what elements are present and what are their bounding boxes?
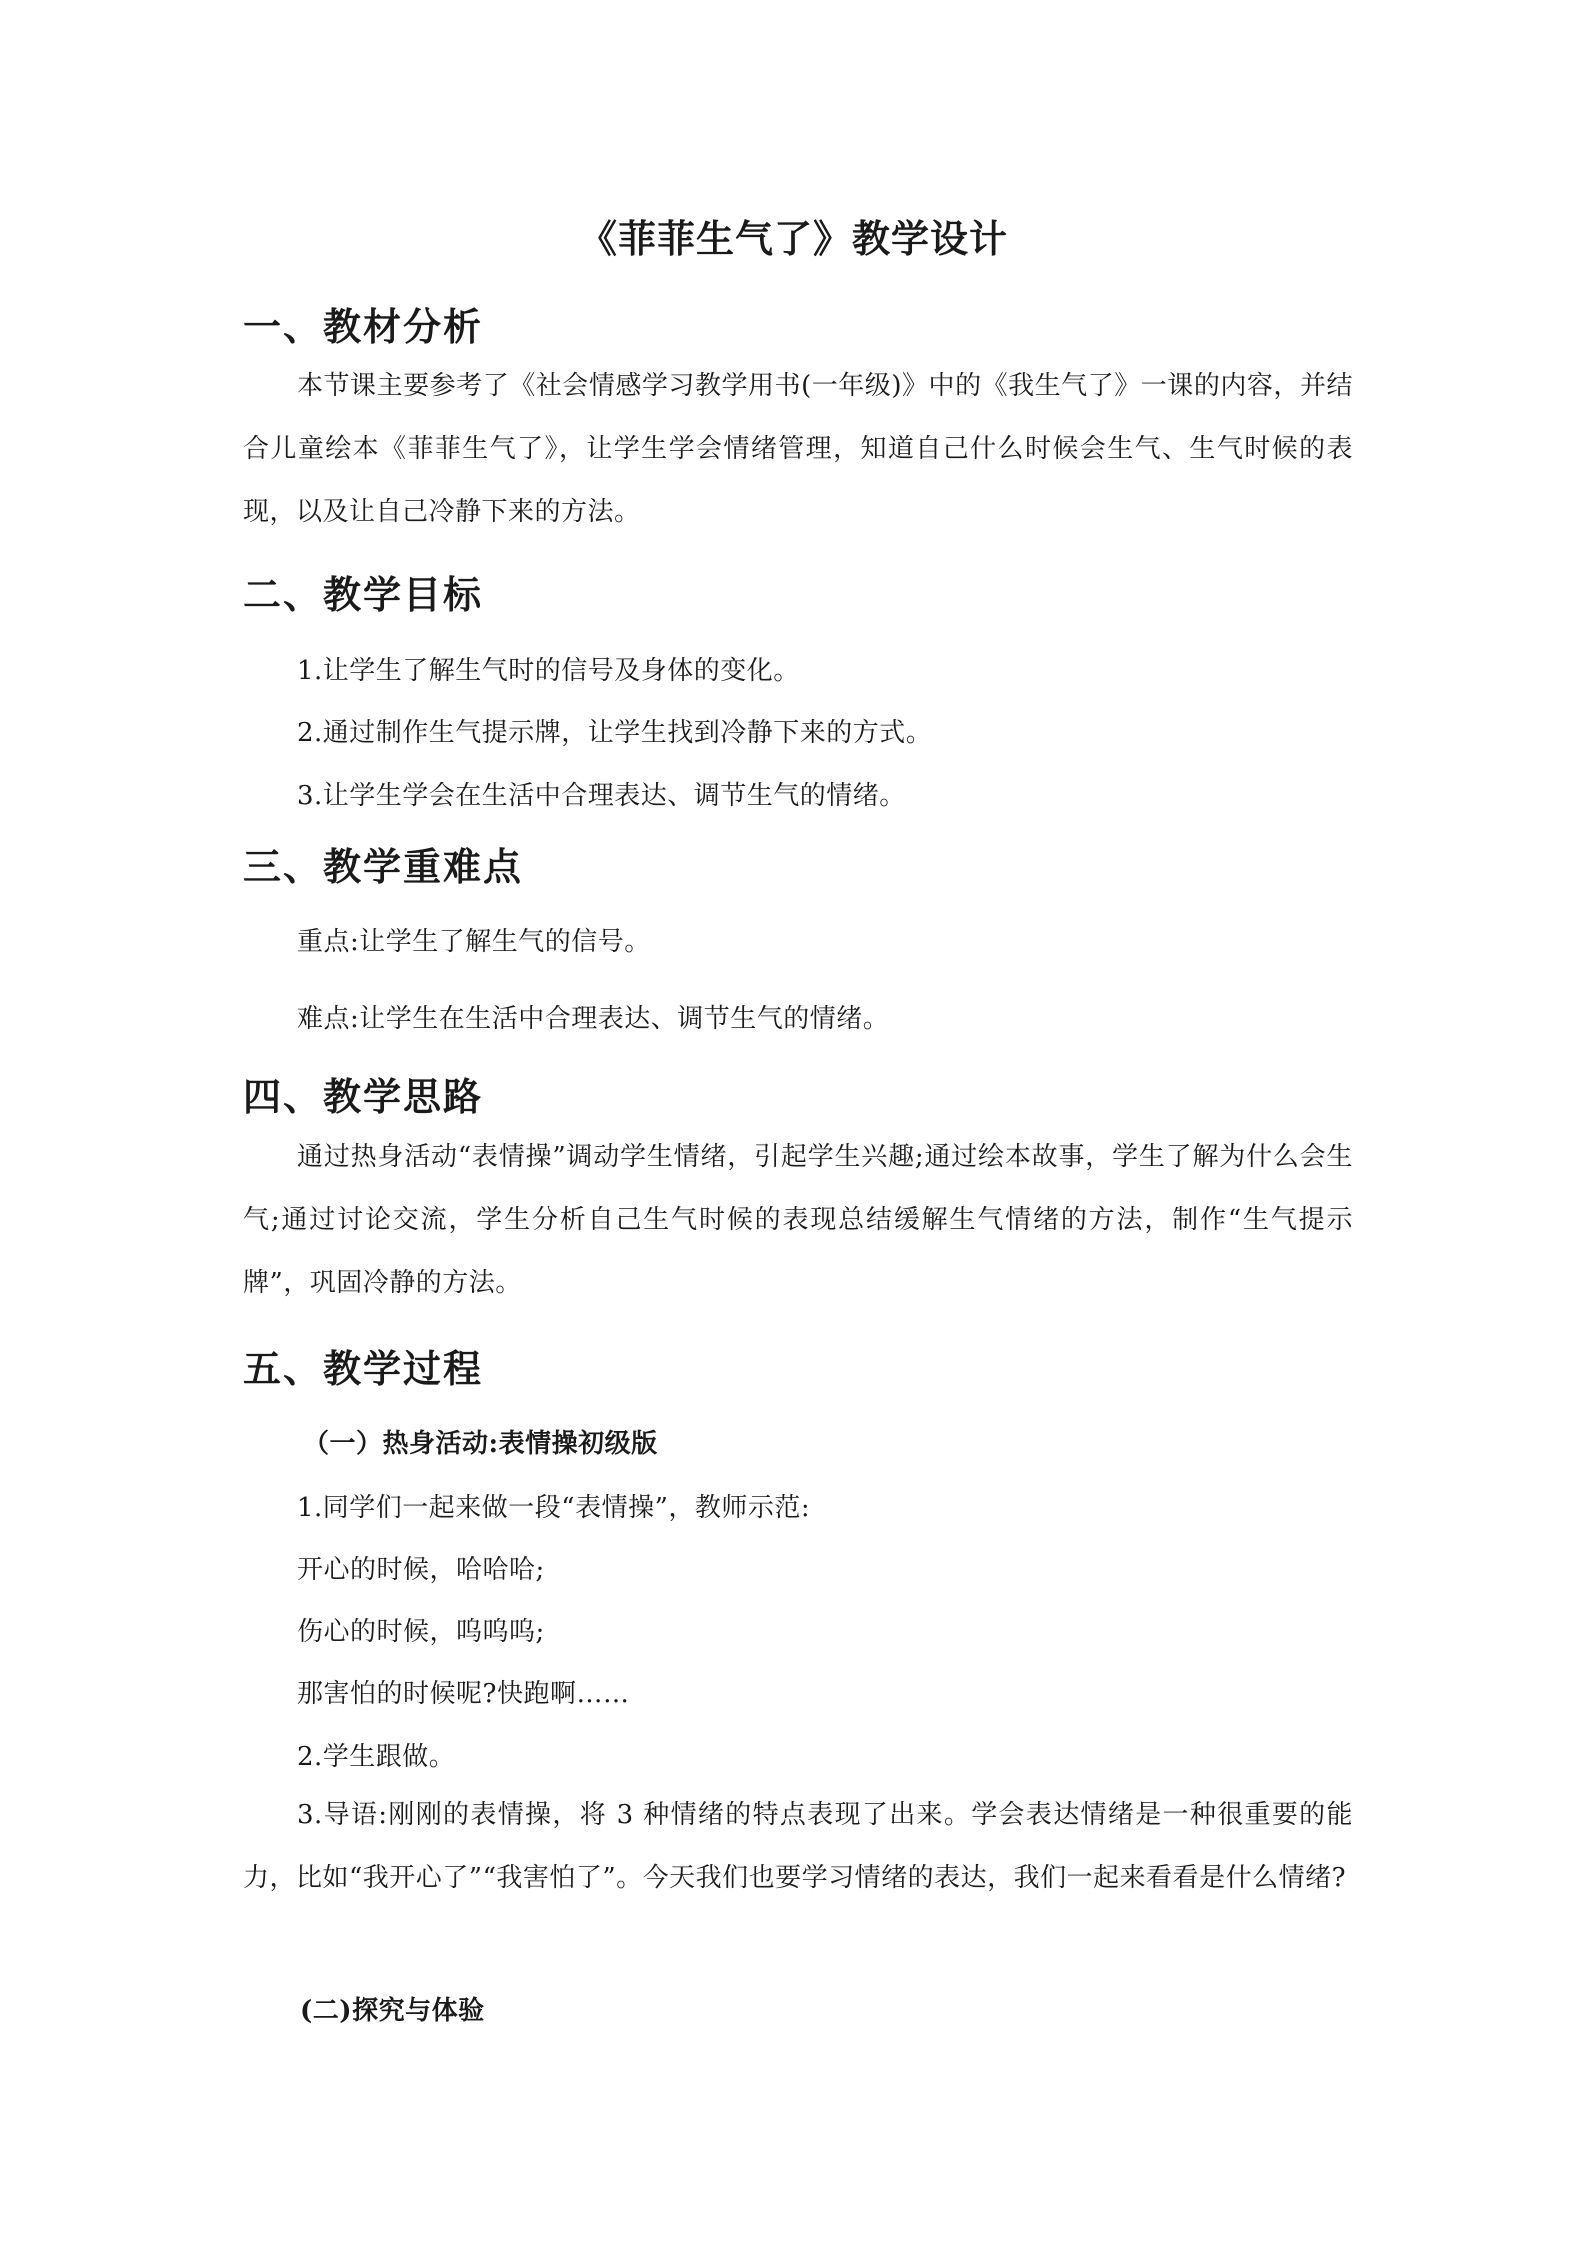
subheading-exploration: (二)探究与体验	[300, 1996, 485, 2026]
difficult-point: 难点:让学生在生活中合理表达、调节生气的情绪。	[297, 1004, 890, 1034]
paragraph-intro-guide: 3.导语:刚刚的表情操，将 3 种情绪的特点表现了出来。学会表达情绪是一种很重要的能力，比如“我开心了”“我害怕了”。今天我们也要学习情绪的表达，我们一起来看看是什么情绪?	[243, 1800, 1353, 1893]
paragraph-teaching-ideas: 通过热身活动“表情操”调动学生情绪，引起学生兴趣;通过绘本故事，学生了解为什么会生气;通过讨论交流，学生分析自己生气时候的表现总结缓解生气情绪的方法，制作“生气提示牌”，巩固冷静的方法。	[243, 1142, 1353, 1298]
process-line-1: 1.同学们一起来做一段“表情操”，教师示范:	[297, 1493, 811, 1523]
subheading-warm-up: （一）热身活动:表情操初级版	[303, 1429, 658, 1459]
process-line-5: 2.学生跟做。	[297, 1742, 456, 1772]
section-heading-key-difficult-points: 三、教学重难点	[243, 844, 524, 889]
objective-item-2: 2.通过制作生气提示牌，让学生找到冷静下来的方式。	[297, 718, 933, 748]
objective-item-3: 3.让学生学会在生活中合理表达、调节生气的情绪。	[297, 781, 906, 811]
section-heading-teaching-objectives: 二、教学目标	[243, 572, 484, 617]
process-line-2: 开心的时候，哈哈哈;	[297, 1555, 545, 1585]
key-point: 重点:让学生了解生气的信号。	[297, 927, 651, 957]
process-line-4: 那害怕的时候呢?快跑啊……	[297, 1679, 630, 1709]
document-title: 《菲菲生气了》教学设计	[578, 216, 1008, 261]
objective-item-1: 1.让学生了解生气时的信号及身体的变化。	[297, 656, 800, 686]
section-heading-textbook-analysis: 一、教材分析	[243, 304, 484, 349]
section-heading-teaching-ideas: 四、教学思路	[243, 1074, 484, 1119]
process-line-3: 伤心的时候，呜呜呜;	[297, 1617, 545, 1647]
section-heading-teaching-process: 五、教学过程	[243, 1346, 484, 1391]
paragraph-textbook-analysis: 本节课主要参考了《社会情感学习教学用书(一年级)》中的《我生气了》一课的内容，并结合儿童绘本《菲菲生气了》，让学生学会情绪管理，知道自己什么时候会生气、生气时候的表现，以及让自己冷静下来的方法。	[243, 371, 1353, 527]
